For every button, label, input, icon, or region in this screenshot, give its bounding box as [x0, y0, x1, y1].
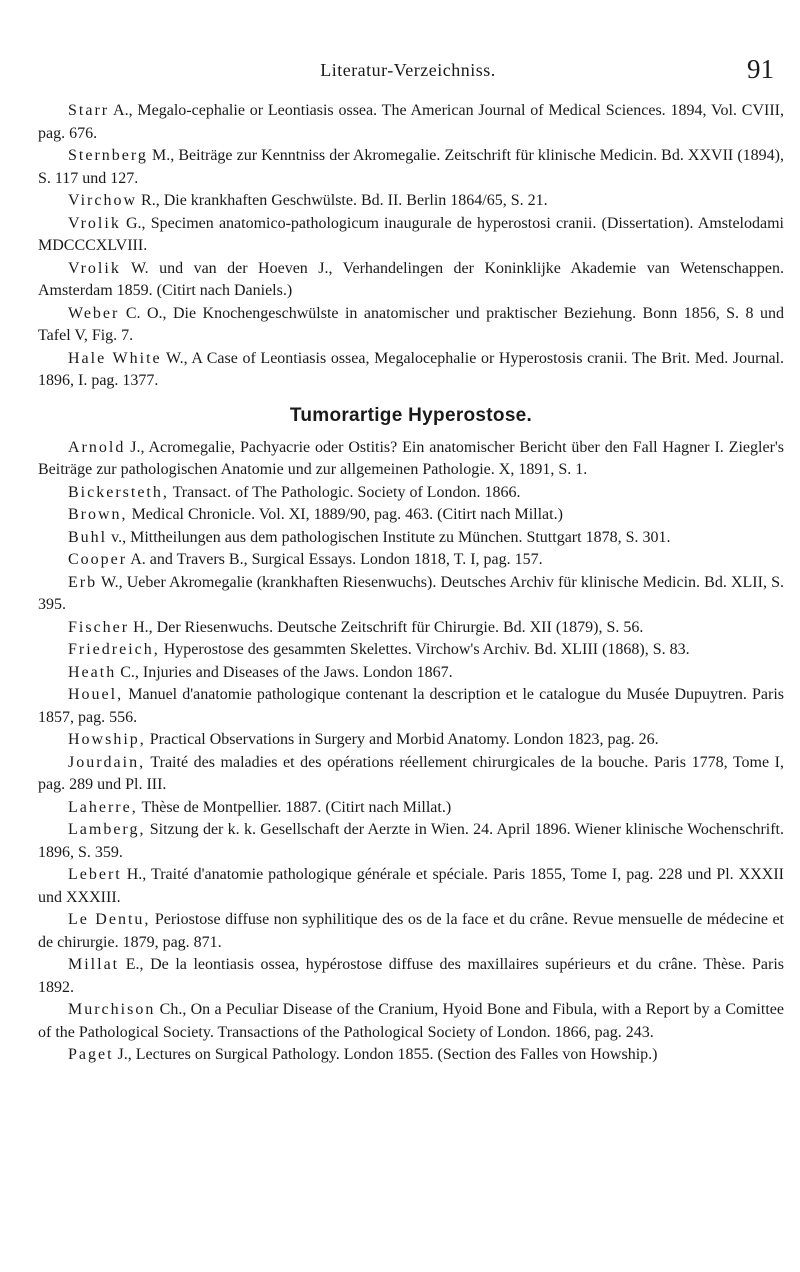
- reference-entry: [38, 100, 784, 145]
- reference-author: Vrolik: [68, 259, 121, 277]
- reference-text: Medical Chronicle. Vol. XI, 1889/90, pag. 463. (Citirt nach Millat.): [127, 506, 563, 523]
- reference-author: Weber: [68, 304, 120, 322]
- reference-text: E., De la leontiasis ossea, hypérostose diffuse des maxillaires supérieurs et du crâne. Thèse. Paris 1892.: [38, 956, 784, 996]
- reference-author: Murchison: [68, 1001, 156, 1018]
- reference-author: Houel,: [68, 686, 124, 703]
- reference-entry: [38, 999, 784, 1044]
- reference-author: Sternberg: [68, 147, 148, 164]
- reference-entry: [38, 954, 784, 999]
- reference-entry: [38, 482, 784, 505]
- reference-author: Virchow: [68, 192, 138, 209]
- reference-author: Vrolik: [68, 214, 121, 232]
- reference-text: Ch., On a Peculiar Disease of the Cranium, Hyoid Bone and Fibula, with a Report by a Comittee of the Pathological Society. Transactions of the Pathological Society of London. 1866, pag. 243.: [38, 1001, 784, 1041]
- reference-entry: [38, 348, 784, 393]
- reference-entry: [38, 549, 784, 572]
- reference-text: A. and Travers B., Surgical Essays. London 1818, T. I, pag. 157.: [127, 551, 543, 568]
- reference-entry: [38, 729, 784, 752]
- reference-author: Bickersteth,: [68, 483, 169, 501]
- reference-author: Brown,: [68, 506, 128, 523]
- reference-author: Laherre,: [68, 798, 138, 816]
- section-heading: Tumorartige Hyperostose.: [289, 404, 533, 426]
- reference-text: R., Die krankhaften Geschwülste. Bd. II. Berlin 1864/65, S. 21.: [137, 192, 548, 209]
- reference-text: Manuel d'anatomie pathologique contenant la description et le catalogue du Musée Dupuytren. Paris 1857, pag. 556.: [38, 686, 784, 726]
- reference-text: W., Ueber Akromegalie (krankhaften Riesenwuchs). Deutsches Archiv für klinische Medicin. Bd. XLII, S. 395.: [38, 573, 784, 613]
- reference-text: H., Traité d'anatomie pathologique générale et spéciale. Paris 1855, Tome I, pag. 228 und Pl. XXXII und XXXIII.: [38, 866, 784, 906]
- reference-author: Fischer: [68, 618, 130, 636]
- running-head: [38, 50, 778, 90]
- reference-entry: [38, 145, 784, 190]
- reference-text: Transact. of The Pathologic. Society of London. 1866.: [168, 483, 521, 501]
- reference-entry: [38, 1044, 784, 1067]
- reference-text: J., Acromegalie, Pachyacrie oder Ostitis? Ein anatomischer Bericht über den Fall Hagner I. Ziegler's Beiträge zur pathologischen Anatomie und zur allgemeinen Pathologie. X, 1891, S. 1.: [38, 438, 784, 478]
- reference-entry: [38, 258, 784, 303]
- bibliography: [38, 100, 784, 1067]
- reference-entry: [38, 639, 784, 662]
- reference-author: Erb: [68, 573, 98, 591]
- reference-author: Cooper: [68, 551, 128, 568]
- reference-text: Sitzung der k. k. Gesellschaft der Aerzte in Wien. 24. April 1896. Wiener klinische Wochenschrift. 1896, S. 359.: [38, 821, 784, 861]
- reference-entry: [38, 819, 784, 864]
- reference-entry: [38, 437, 784, 482]
- reference-text: M., Beiträge zur Kenntniss der Akromegalie. Zeitschrift für klinische Medicin. Bd. XXVII (1894), S. 117 und 127.: [38, 147, 784, 187]
- reference-entry: [38, 527, 784, 550]
- reference-author: Friedreich,: [68, 641, 160, 658]
- reference-entry: [38, 797, 784, 820]
- reference-text: H., Der Riesenwuchs. Deutsche Zeitschrift für Chirurgie. Bd. XII (1879), S. 56.: [129, 618, 644, 636]
- reference-author: Buhl: [68, 528, 108, 546]
- reference-author: Jourdain,: [68, 753, 146, 771]
- reference-text: Thèse de Montpellier. 1887. (Citirt nach Millat.): [137, 798, 452, 816]
- reference-entry: [38, 504, 784, 527]
- reference-text: W. und van der Hoeven J., Verhandelingen der Koninklijke Akademie van Wetenschappen. Amsterdam 1859. (Citirt nach Daniels.): [38, 259, 784, 299]
- reference-author: Lamberg,: [68, 821, 146, 838]
- reference-text: A., Megalo-cephalie or Leontiasis ossea. The American Journal of Medical Sciences. 1894, Vol. CVIII, pag. 676.: [38, 102, 784, 142]
- reference-text: Practical Observations in Surgery and Morbid Anatomy. London 1823, pag. 26.: [145, 731, 659, 748]
- reference-text: G., Specimen anatomico-pathologicum inaugurale de hyperostosi cranii. (Dissertation). Amstelodami MDCCCXLVIII.: [38, 214, 784, 254]
- reference-list-tumorartige-hyperostose: [38, 437, 784, 1067]
- reference-author: Howship,: [68, 731, 146, 748]
- reference-text: C., Injuries and Diseases of the Jaws. London 1867.: [116, 663, 453, 681]
- reference-author: Arnold: [68, 438, 126, 456]
- running-title: Literatur-Verzeichniss.: [320, 60, 496, 80]
- reference-text: v., Mittheilungen aus dem pathologischen Institute zu München. Stuttgart 1878, S. 301.: [107, 528, 671, 546]
- reference-entry: [38, 303, 784, 348]
- reference-entry: [38, 190, 784, 213]
- reference-text: Hyperostose des gesammten Skelettes. Virchow's Archiv. Bd. XLIII (1868), S. 83.: [159, 641, 690, 658]
- reference-entry: [38, 572, 784, 617]
- page-number: 91: [747, 54, 774, 84]
- reference-author: Millat: [68, 956, 120, 973]
- reference-author: Heath: [68, 663, 117, 681]
- reference-text: Periostose diffuse non syphilitique des os de la face et du crâne. Revue mensuelle de médecine et de chirurgie. 1879, pag. 871.: [38, 911, 785, 951]
- reference-entry: [38, 213, 784, 258]
- reference-entry: [38, 864, 784, 909]
- reference-author: Hale White: [68, 349, 162, 367]
- reference-list-leontiasis: [38, 100, 784, 393]
- reference-text: W., A Case of Leontiasis ossea, Megalocephalie or Hyperostosis cranii. The Brit. Med. Journal. 1896, I. pag. 1377.: [38, 349, 784, 389]
- reference-entry: [38, 752, 784, 797]
- reference-text: Traité des maladies et des opérations réellement chirurgicales de la bouche. Paris 1778, Tome I, pag. 289 und Pl. III.: [38, 753, 784, 793]
- reference-author: Lebert: [68, 866, 122, 883]
- reference-text: C. O., Die Knochengeschwülste in anatomischer und praktischer Beziehung. Bonn 1856, S. 8 und Tafel V, Fig. 7.: [38, 304, 784, 344]
- reference-entry: [38, 662, 784, 685]
- reference-entry: [38, 684, 784, 729]
- reference-author: Paget: [68, 1046, 114, 1063]
- reference-text: J., Lectures on Surgical Pathology. London 1855. (Section des Falles von Howship.): [113, 1046, 658, 1063]
- reference-entry: [38, 909, 784, 954]
- reference-entry: [38, 617, 784, 640]
- reference-author: Le Dentu,: [68, 911, 151, 928]
- reference-author: Starr: [68, 102, 110, 119]
